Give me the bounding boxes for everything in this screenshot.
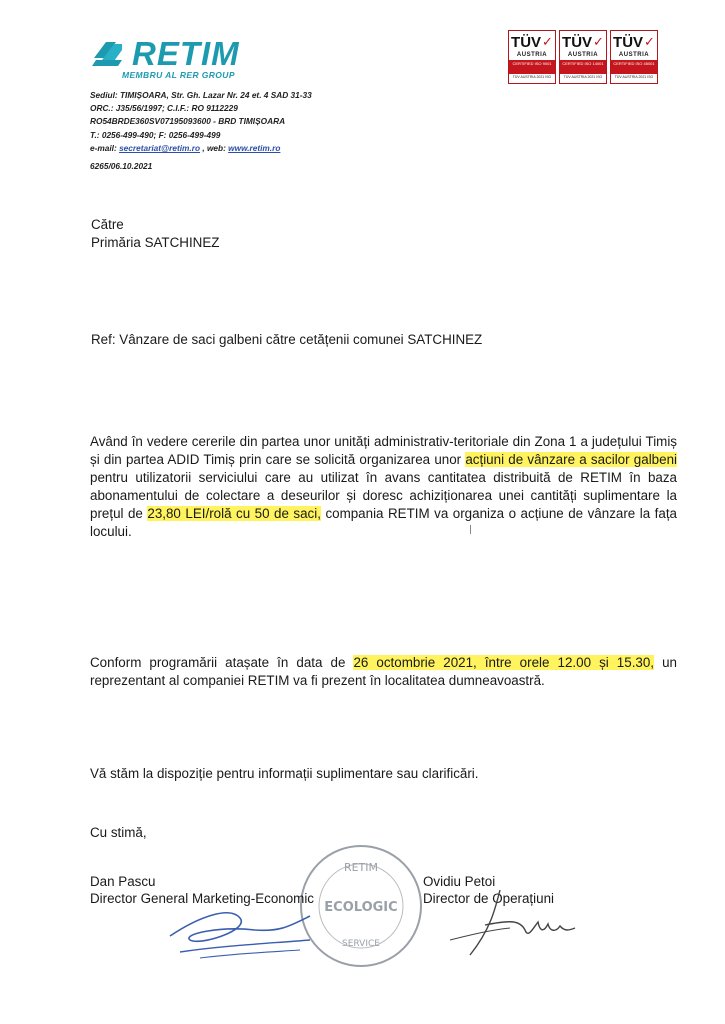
closing: Cu stimă, xyxy=(90,825,147,840)
address-line: Sediul: TIMIȘOARA, Str. Gh. Lazar Nr. 24 et. 4 SAD 31-33 xyxy=(90,90,312,100)
reference-line xyxy=(91,331,482,349)
recipient-label: Către xyxy=(91,217,124,232)
tuv-foot: TÜV AUSTRIA 2021 ISO xyxy=(512,75,552,79)
tuv-badge xyxy=(508,30,556,84)
stray-mark xyxy=(470,525,471,534)
tuv-band: CERTIFIED ISO 45001 xyxy=(611,60,657,74)
paragraph-1-part-1: Având în vedere cererile din partea unor unități administrativ-teritoriale din Zona 1 a județului Timiș și din partea ADID Timiș prin care se solicită organizarea unor xyxy=(90,434,677,467)
tuv-brand: TÜV xyxy=(511,33,542,51)
tuv-foot: TÜV AUSTRIA 2021 ISO xyxy=(563,75,603,79)
paragraph-2-part-1: Conform programării atașate în data de xyxy=(90,655,354,670)
web-link[interactable]: www.retim.ro xyxy=(228,142,281,153)
retim-logo-mark-icon xyxy=(92,38,126,68)
tuv-brand: TÜV xyxy=(562,33,593,51)
paragraph-3: Vă stăm la dispoziție pentru informații suplimentare sau clarificări. xyxy=(90,766,479,781)
tuv-band: CERTIFIED ISO 9001 xyxy=(509,60,555,74)
highlight-price: 23,80 LEI/rolă cu 50 de saci, xyxy=(147,506,321,521)
tuv-badge xyxy=(559,30,607,84)
handwritten-signature-right-icon xyxy=(440,880,590,970)
retim-logo xyxy=(92,36,262,80)
stamp-bottom-text: SERVICE xyxy=(342,939,380,949)
bank-account-line: RO54BRDE360SV07195093600 - BRD TIMIȘOARA xyxy=(90,116,286,127)
tuv-name: AUSTRIA xyxy=(567,52,599,58)
phone-line: T.: 0256-499-490; F: 0256-499-499 xyxy=(90,129,221,140)
recipient-name: Primăria SATCHINEZ xyxy=(91,235,220,250)
logo-text: RETIM xyxy=(132,35,240,72)
email-link[interactable]: secretariat@retim.ro xyxy=(119,142,201,153)
checkmark-icon: ✓ xyxy=(644,34,655,49)
handwritten-signature-left-icon xyxy=(160,896,320,966)
recipient-block xyxy=(91,216,219,252)
logo-subtitle: MEMBRU AL RER GROUP xyxy=(122,70,235,80)
stamp-middle-text: ECOLOGIC xyxy=(324,900,398,915)
paragraph-1-part-2: pentru utilizatorii serviciului care au utilizat în avans cantitatea distribuită de RETIM în baza abonamentului de colectare a deseurilor și doresc achiziționarea unei cantități suplimentare la prețul de xyxy=(90,470,677,521)
email-label: e-mail: xyxy=(90,142,120,153)
checkmark-icon: ✓ xyxy=(542,34,553,49)
web-label: , web: xyxy=(200,142,229,153)
paragraph-2-part-2: un reprezentant al companiei RETIM va fi prezent în localitatea dumneavoastră. xyxy=(90,655,677,688)
registration-line: ORC.: J35/56/1997; C.I.F.: RO 9112229 xyxy=(90,103,238,114)
tuv-foot: TÜV AUSTRIA 2021 ISO xyxy=(614,75,654,79)
tuv-band: CERTIFIED ISO 14001 xyxy=(560,60,606,74)
tuv-badge xyxy=(610,30,658,84)
reference-label: Ref: xyxy=(91,332,120,347)
stamp-top-text: RETIM xyxy=(343,861,379,874)
signatory-right-title: Director de Operațiuni xyxy=(423,891,554,906)
highlight-date-time: 26 octombrie 2021, între orele 12.00 și 15.30, xyxy=(353,655,655,670)
company-details xyxy=(90,89,312,155)
checkmark-icon: ✓ xyxy=(593,34,604,49)
signatory-left-title: Director General Marketing-Economic xyxy=(90,891,314,906)
highlight-sale-action: acțiuni de vânzare a sacilor galbeni xyxy=(465,452,677,467)
tuv-name: AUSTRIA xyxy=(516,52,548,58)
paragraph-1-part-3: compania RETIM va organiza o acțiune de vânzare la fața locului. xyxy=(90,506,677,539)
document-number: 6265/06.10.2021 xyxy=(90,161,153,171)
tuv-name: AUSTRIA xyxy=(618,52,650,58)
tuv-brand: TÜV xyxy=(613,33,644,51)
contact-line xyxy=(90,142,312,155)
signatory-left-name: Dan Pascu xyxy=(90,874,156,889)
signatory-right-name: Ovidiu Petoi xyxy=(423,874,496,889)
paragraph-2 xyxy=(90,654,677,690)
reference-text: Vânzare de saci galbeni către cetățenii comunei SATCHINEZ xyxy=(119,332,483,347)
paragraph-1 xyxy=(90,433,677,541)
